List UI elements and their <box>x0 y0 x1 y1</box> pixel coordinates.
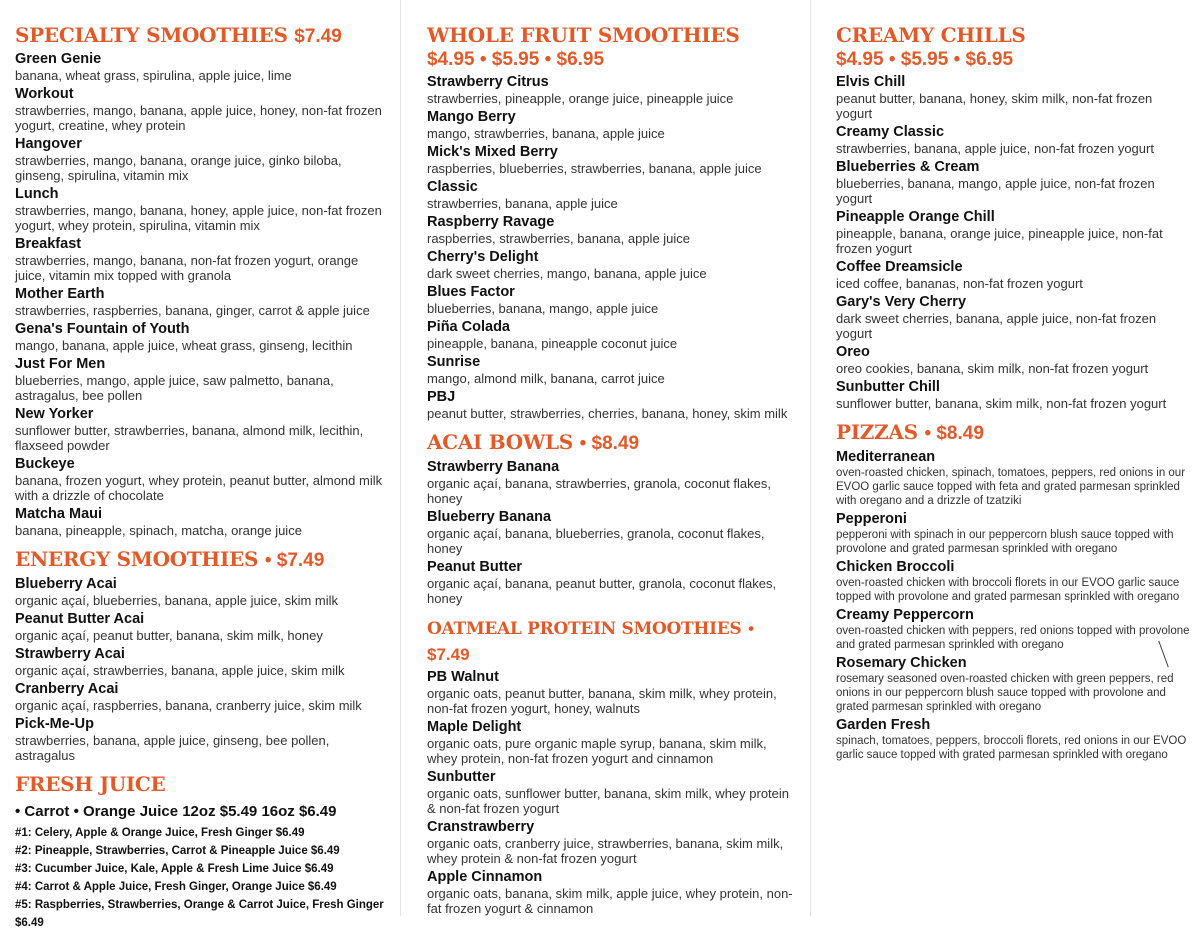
menu-item-name: Buckeye <box>15 456 75 473</box>
menu-item-name: Mango Berry <box>427 109 516 126</box>
section-heading <box>427 22 800 71</box>
menu-item <box>836 717 1192 762</box>
menu-item <box>427 459 800 506</box>
menu-item-description: rosemary seasoned oven-roasted chicken with green peppers, red onions in our peppercorn blush sauce topped with provolone and grated parmesan sprinkled with oregano <box>836 672 1174 713</box>
menu-item <box>836 559 1192 604</box>
juice-prices-line: • Carrot • Orange Juice 12oz $5.49 16oz $6.49 <box>15 803 337 821</box>
menu-item-name: Maple Delight <box>427 719 522 736</box>
menu-item <box>836 607 1192 652</box>
menu-item-name: Blueberry Banana <box>427 508 552 525</box>
menu-item <box>15 506 390 538</box>
menu-item-description: oven-roasted chicken with broccoli florets in our EVOO garlic sauce topped with provolone and grated parmesan sprinkled with oregano <box>836 576 1180 603</box>
item-list <box>836 449 1192 762</box>
menu-item-description: banana, frozen yogurt, whey protein, peanut butter, almond milk with a drizzle of chocolate <box>15 473 383 504</box>
item-list <box>427 669 800 916</box>
menu-item-name: Pineapple Orange Chill <box>836 209 995 226</box>
section-price: • $7.49 <box>427 618 755 665</box>
menu-item-description: strawberries, mango, banana, apple juice, honey, non-fat frozen yogurt, creatine, whey protein <box>15 103 382 134</box>
menu-item-name: Matcha Maui <box>15 506 103 523</box>
menu-item-name: Classic <box>427 179 478 196</box>
menu-item <box>427 144 800 176</box>
section-heading <box>836 22 1192 71</box>
menu-item <box>15 186 390 233</box>
menu-item <box>836 511 1192 556</box>
juice-combo-item: #5: Raspberries, Strawberries, Orange & Carrot Juice, Fresh Ginger $6.49 <box>15 899 384 930</box>
pizzas-section <box>836 419 1192 761</box>
menu-item <box>836 124 1192 156</box>
menu-item <box>427 319 800 351</box>
menu-item-name: Creamy Peppercorn <box>836 606 974 623</box>
menu-column-right <box>810 0 1200 916</box>
juice-combo-item: #1: Celery, Apple & Orange Juice, Fresh Ginger $6.49 <box>15 827 305 840</box>
menu-item-description: strawberries, banana, apple juice, ginseng, bee pollen, astragalus <box>15 732 330 763</box>
menu-item-name: Pick-Me-Up <box>15 715 94 732</box>
menu-item-description: oreo cookies, banana, skim milk, non-fat frozen yogurt <box>836 361 1149 377</box>
menu-item <box>427 179 800 211</box>
section-price: • $8.49 <box>579 433 640 455</box>
menu-item <box>15 286 390 318</box>
menu-item-name: Mediterranean <box>836 448 936 465</box>
menu-item-description: blueberries, mango, apple juice, saw palmetto, banana, astragalus, bee pollen <box>15 373 334 404</box>
section-price: $7.49 <box>294 26 342 47</box>
item-list <box>15 51 390 538</box>
menu-item-name: Gary's Very Cherry <box>836 294 967 311</box>
section-heading <box>427 429 800 455</box>
menu-item-description: peanut butter, strawberries, cherries, banana, honey, skim milk <box>427 406 788 422</box>
energy-smoothies-section <box>15 546 390 762</box>
menu-item <box>836 74 1192 121</box>
fresh-juice-section <box>15 771 390 932</box>
section-heading <box>15 22 390 48</box>
menu-item-description: strawberries, mango, banana, honey, apple juice, non-fat frozen yogurt, whey protein, spirulina, vitamin mix <box>15 203 382 234</box>
section-title: ENERGY SMOOTHIES <box>15 547 259 572</box>
menu-item-description: strawberries, mango, banana, non-fat frozen yogurt, orange juice, vitamin mix topped with granola <box>15 253 359 284</box>
menu-item-name: Pepperoni <box>836 510 907 527</box>
menu-item-description: blueberries, banana, mango, apple juice <box>427 301 659 317</box>
menu-item <box>15 356 390 403</box>
menu-item <box>15 86 390 133</box>
juice-combo-item: #3: Cucumber Juice, Kale, Apple & Fresh Lime Juice $6.49 <box>15 863 334 876</box>
menu-item-name: Cranstrawberry <box>427 819 535 836</box>
menu-item-name: Sunrise <box>427 354 481 371</box>
menu-item-description: mango, banana, apple juice, wheat grass, ginseng, lecithin <box>15 338 353 354</box>
menu-item-description: pineapple, banana, pineapple coconut juice <box>427 336 678 352</box>
menu-item-description: banana, wheat grass, spirulina, apple juice, lime <box>15 68 292 84</box>
menu-item-name: Piña Colada <box>427 319 510 336</box>
menu-item <box>427 214 800 246</box>
menu-item-name: Strawberry Banana <box>427 458 560 475</box>
menu-item <box>15 321 390 353</box>
item-list <box>427 459 800 606</box>
menu-item-description: strawberries, mango, banana, orange juice, ginko biloba, ginseng, spirulina, vitamin mix <box>15 153 342 184</box>
section-title: CREAMY CHILLS <box>836 23 1026 47</box>
menu-item-name: Peanut Butter Acai <box>15 610 145 627</box>
menu-item-name: Workout <box>15 86 74 103</box>
menu-item <box>427 559 800 606</box>
whole-fruit-smoothies-section <box>427 22 800 421</box>
menu-item-name: Blueberries & Cream <box>836 159 980 176</box>
menu-item-description: organic açaí, banana, strawberries, granola, coconut flakes, honey <box>427 475 771 506</box>
menu-item <box>427 389 800 421</box>
specialty-smoothies-section <box>15 22 390 538</box>
menu-item <box>427 249 800 281</box>
section-price: $4.95 • $5.95 • $6.95 <box>427 49 605 71</box>
menu-item-description: organic oats, sunflower butter, banana, skim milk, whey protein & non-fat frozen yogurt <box>427 786 790 817</box>
menu-item <box>15 406 390 453</box>
oatmeal-protein-smoothies-section <box>427 614 800 917</box>
menu-item-description: organic oats, cranberry juice, strawberries, banana, skim milk, whey protein & non-fat frozen yogurt <box>427 836 784 867</box>
menu-item-name: Strawberry Citrus <box>427 74 549 91</box>
menu-item-name: Cherry's Delight <box>427 249 539 266</box>
menu-item-name: Sunbutter Chill <box>836 379 940 396</box>
menu-item <box>427 509 800 556</box>
menu-item <box>836 209 1192 256</box>
menu-item-description: dark sweet cherries, banana, apple juice, non-fat frozen yogurt <box>836 311 1157 342</box>
menu-item-description: organic oats, pure organic maple syrup, banana, skim milk, whey protein, non-fat frozen yogurt and cinnamon <box>427 736 767 767</box>
item-list <box>836 74 1192 411</box>
menu-item <box>15 576 390 608</box>
menu-item-name: Apple Cinnamon <box>427 869 543 886</box>
menu-item-description: sunflower butter, banana, skim milk, non-fat frozen yogurt <box>836 396 1167 412</box>
menu-item-description: organic oats, peanut butter, banana, skim milk, whey protein, non-fat frozen yogurt, honey, walnuts <box>427 686 777 717</box>
menu-item-name: Cranberry Acai <box>15 680 119 697</box>
menu-item <box>427 284 800 316</box>
section-title: OATMEAL PROTEIN SMOOTHIES <box>427 618 742 639</box>
menu-item-description: strawberries, banana, apple juice, non-fat frozen yogurt <box>836 141 1154 157</box>
menu-item-description: strawberries, raspberries, banana, ginger, carrot & apple juice <box>15 303 370 319</box>
menu-item-name: PB Walnut <box>427 669 499 686</box>
menu-item-name: Green Genie <box>15 51 102 68</box>
menu-item <box>427 819 800 866</box>
menu-item-name: Just For Men <box>15 356 106 373</box>
menu-item-name: Oreo <box>836 344 870 361</box>
juice-combo-item: #4: Carrot & Apple Juice, Fresh Ginger, Orange Juice $6.49 <box>15 881 337 894</box>
menu-item <box>427 74 800 106</box>
menu-item-description: organic açaí, banana, peanut butter, granola, coconut flakes, honey <box>427 575 777 606</box>
section-title: SPECIALTY SMOOTHIES <box>15 23 288 47</box>
menu-item <box>427 719 800 766</box>
item-list <box>15 576 390 763</box>
menu-item-description: organic açaí, banana, blueberries, granola, coconut flakes, honey <box>427 525 765 556</box>
menu-item <box>427 109 800 141</box>
section-title: ACAI BOWLS <box>427 430 573 455</box>
menu-item-name: PBJ <box>427 389 456 406</box>
menu-item-name: Raspberry Ravage <box>427 214 555 231</box>
section-price: • $8.49 <box>924 423 984 445</box>
menu-column-middle <box>400 0 810 916</box>
menu-item-name: Sunbutter <box>427 769 496 786</box>
section-heading <box>836 419 1192 445</box>
menu-item <box>15 136 390 183</box>
creamy-chills-section <box>836 22 1192 411</box>
menu-item-name: Elvis Chill <box>836 74 906 91</box>
menu-item <box>427 869 800 916</box>
menu-item <box>15 646 390 678</box>
menu-item <box>15 51 390 83</box>
menu-item-description: peanut butter, banana, honey, skim milk, non-fat frozen yogurt <box>836 91 1153 122</box>
menu-item-description: blueberries, banana, mango, apple juice, non-fat frozen yogurt <box>836 176 1155 207</box>
section-title: FRESH JUICE <box>15 771 166 796</box>
menu-item-description: mango, almond milk, banana, carrot juice <box>427 371 665 387</box>
menu-item-name: Garden Fresh <box>836 716 931 733</box>
menu-item-description: spinach, tomatoes, peppers, broccoli florets, red onions in our EVOO garlic sauce topped with grated parmesan sprinkled with oregano <box>836 734 1187 761</box>
menu-item-description: raspberries, strawberries, banana, apple juice <box>427 231 691 247</box>
menu-item-description: strawberries, pineapple, orange juice, pineapple juice <box>427 91 734 107</box>
item-list <box>427 74 800 421</box>
menu-item-name: Chicken Broccoli <box>836 558 955 575</box>
menu-item <box>836 159 1192 206</box>
section-heading <box>427 614 800 667</box>
menu-item-description: pepperoni with spinach in our peppercorn blush sauce topped with provolone and grated parmesan sprinkled with oregano <box>836 528 1174 555</box>
menu-item-name: Mick's Mixed Berry <box>427 144 558 161</box>
menu-item <box>15 611 390 643</box>
menu-item-name: Coffee Dreamsicle <box>836 259 963 276</box>
menu-item <box>15 681 390 713</box>
menu-item-description: raspberries, blueberries, strawberries, banana, apple juice <box>427 161 762 177</box>
menu-item-description: sunflower butter, strawberries, banana, almond milk, lecithin, flaxseed powder <box>15 423 364 454</box>
menu-item-name: Gena's Fountain of Youth <box>15 321 190 338</box>
section-heading <box>15 546 390 572</box>
menu-item-name: New Yorker <box>15 406 94 423</box>
menu-item-name: Blueberry Acai <box>15 575 117 592</box>
menu-item-name: Strawberry Acai <box>15 645 125 662</box>
menu-item <box>836 655 1192 714</box>
menu-item-name: Rosemary Chicken <box>836 654 967 671</box>
menu-item-description: banana, pineapple, spinach, matcha, orange juice <box>15 523 302 539</box>
section-title: WHOLE FRUIT SMOOTHIES <box>427 23 740 47</box>
menu-item-name: Creamy Classic <box>836 124 945 141</box>
section-heading <box>15 771 390 797</box>
menu-column-left <box>0 0 400 930</box>
menu-item-description: mango, strawberries, banana, apple juice <box>427 126 665 142</box>
menu-item <box>15 716 390 763</box>
menu-item <box>427 669 800 716</box>
menu-item <box>836 379 1192 411</box>
menu-item <box>836 449 1192 508</box>
menu-item <box>15 236 390 283</box>
menu-item-description: organic oats, banana, skim milk, apple juice, whey protein, non-fat frozen yogurt & cinnamon <box>427 886 793 917</box>
menu-item-name: Blues Factor <box>427 284 515 301</box>
section-price: $4.95 • $5.95 • $6.95 <box>836 49 1014 71</box>
section-price: • $7.49 <box>264 550 325 572</box>
juice-list <box>15 824 390 932</box>
menu-item-description: organic açaí, strawberries, banana, apple juice, skim milk <box>15 662 345 678</box>
menu-item-description: organic açaí, peanut butter, banana, skim milk, honey <box>15 627 323 643</box>
menu-item-description: strawberries, banana, apple juice <box>427 196 618 212</box>
acai-bowls-section <box>427 429 800 605</box>
menu-item <box>15 456 390 503</box>
menu-item-description: iced coffee, bananas, non-fat frozen yogurt <box>836 276 1083 292</box>
menu-item-name: Hangover <box>15 136 82 153</box>
menu-item-description: organic açaí, blueberries, banana, apple juice, skim milk <box>15 592 339 608</box>
menu-item-name: Lunch <box>15 186 59 203</box>
menu-item <box>836 294 1192 341</box>
menu-item-description: pineapple, banana, orange juice, pineapple juice, non-fat frozen yogurt <box>836 226 1163 257</box>
menu-item <box>836 259 1192 291</box>
menu-item-description: organic açaí, raspberries, banana, cranberry juice, skim milk <box>15 697 362 713</box>
menu-item-description: oven-roasted chicken with peppers, red onions topped with provolone and grated parmesan sprinkled with oregano <box>836 624 1190 651</box>
menu-item <box>836 344 1192 376</box>
menu-item-description: oven-roasted chicken, spinach, tomatoes, peppers, red onions in our EVOO garlic sauce topped with feta and grated parmesan sprinkled with oregano and a drizzle of tzatziki <box>836 466 1186 507</box>
juice-combo-item: #2: Pineapple, Strawberries, Carrot & Pineapple Juice $6.49 <box>15 845 340 858</box>
menu-item <box>427 769 800 816</box>
menu-item-name: Breakfast <box>15 236 82 253</box>
menu-item-name: Peanut Butter <box>427 558 523 575</box>
menu-item-name: Mother Earth <box>15 286 105 303</box>
section-title: PIZZAS <box>836 420 918 445</box>
menu-item <box>427 354 800 386</box>
menu-item-description: dark sweet cherries, mango, banana, apple juice <box>427 266 707 282</box>
